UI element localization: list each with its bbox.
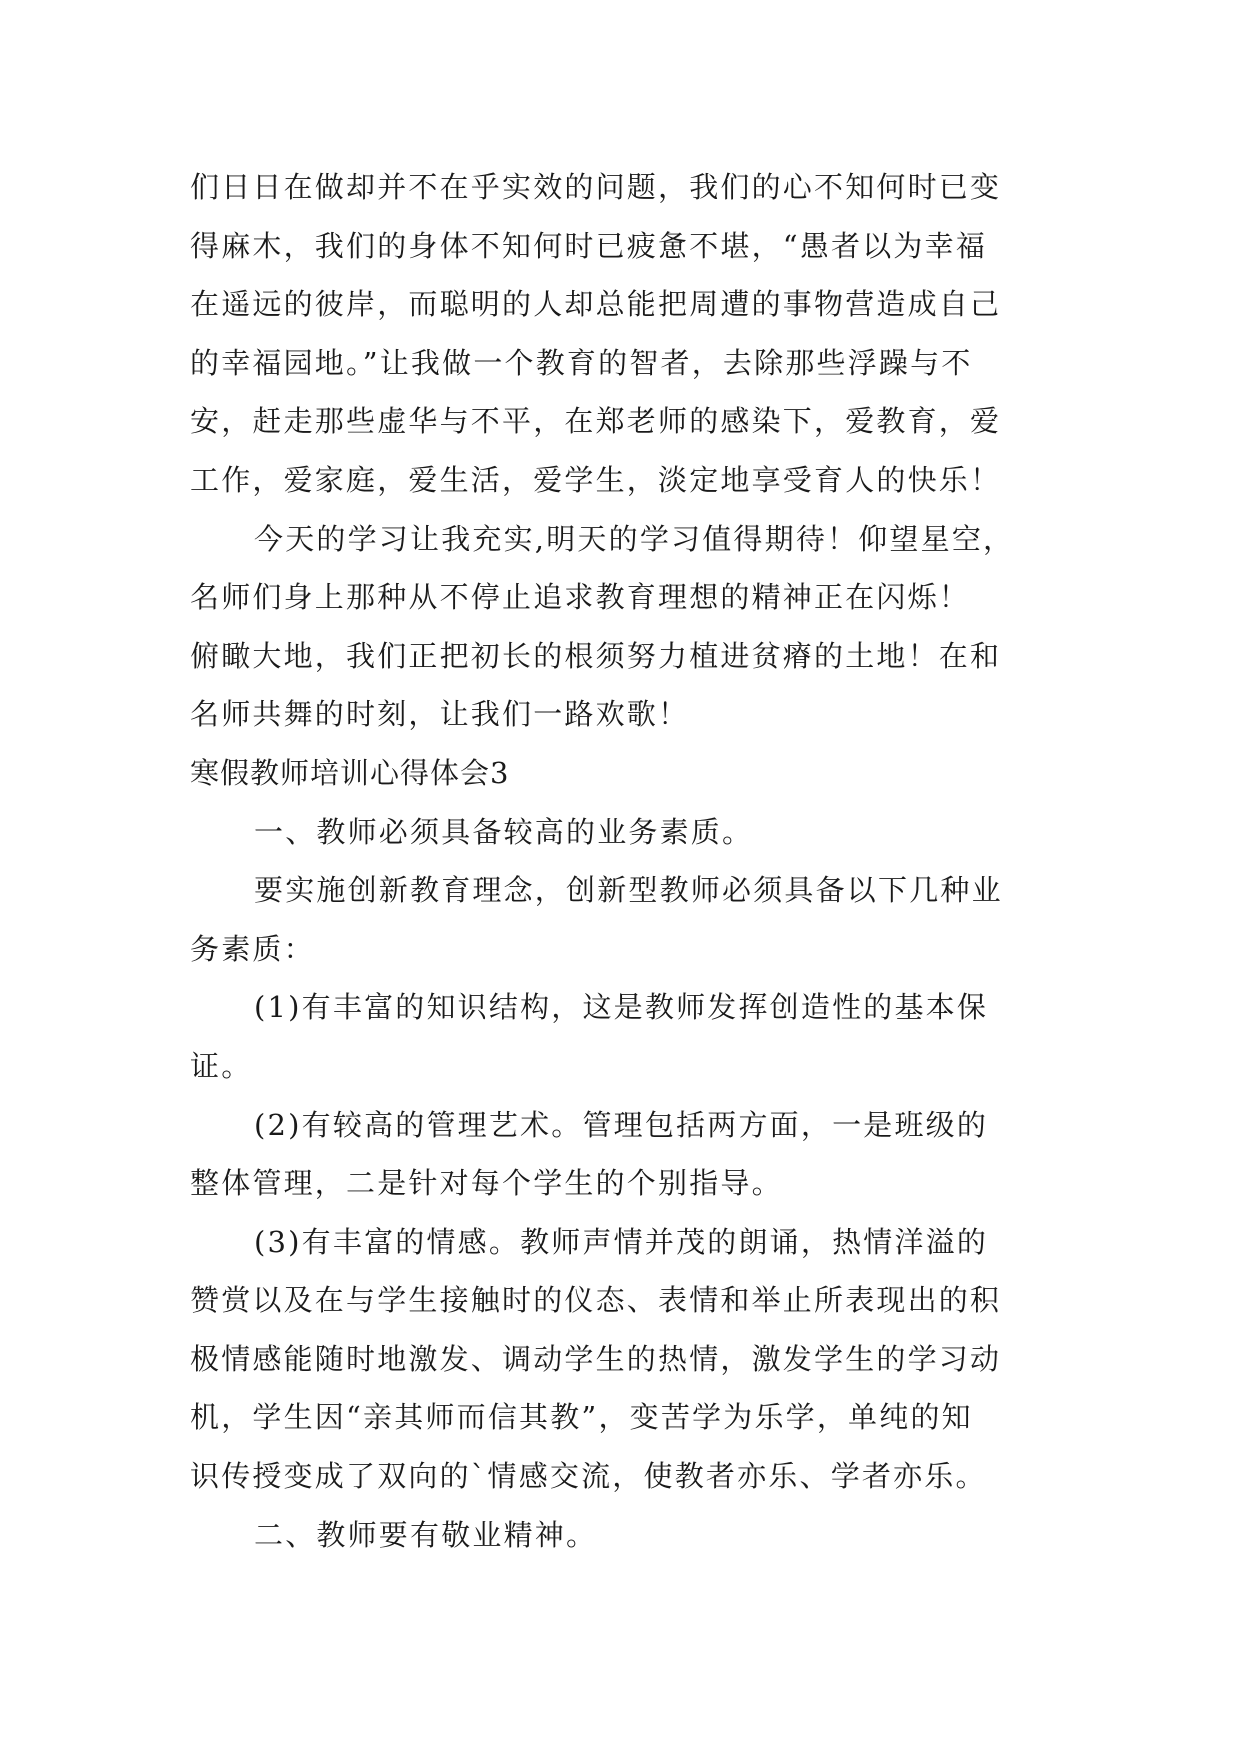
paragraph-1: 们日日在做却并不在乎实效的问题，我们的心不知何时已变 得麻木，我们的身体不知何时已疲惫不堪，“愚者以为幸福 在遥远的彼岸，而聪明的人却总能把周遭的事物营造成自己 的幸福园地。”让我做一个教育的智者，去除那些浮躁与不 安，赶走那些虚华与不平，在郑老师的感染下，爱教育，爱 工作，爱家庭，爱生活，爱学生，淡定地享受育人的快乐！ [190,170,1002,497]
paragraph-2: 今天的学习让我充实,明天的学习值得期待！仰望星空， 名师们身上那种从不停止追求教育理想的精神正在闪烁！ 俯瞰大地，我们正把初长的根须努力植进贫瘠的土地！在和 名师共舞的时刻，让我们一路欢歌！ [190,521,1015,732]
paragraph-7: (3)有丰富的情感。教师声情并茂的朗诵，热情洋溢的 赞赏以及在与学生接触时的仪态、表情和举止所表现出的积 极情感能随时地激发、调动学生的热情，激发学生的学习动 机，学生因“亲其师而信其教”，变苦学为乐学，单纯的知 识传授变成了双向的`情感交流，使教者亦乐、学者亦乐。 [190,1224,1002,1494]
paragraph-6: (2)有较高的管理艺术。管理包括两方面，一是班级的 整体管理，二是针对每个学生的个别指导。 [190,1107,989,1201]
section-title: 寒假教师培训心得体会3 [190,755,510,790]
paragraph-4: 要实施创新教育理念，创新型教师必须具备以下几种业 务素质： [190,873,1003,966]
paragraph-5: (1)有丰富的知识结构，这是教师发挥创造性的基本保 证。 [190,990,989,1083]
document-body [190,158,1060,1564]
paragraph-3: 一、教师必须具备较高的业务素质。 [254,814,754,849]
paragraph-8: 二、教师要有敬业精神。 [254,1517,598,1552]
